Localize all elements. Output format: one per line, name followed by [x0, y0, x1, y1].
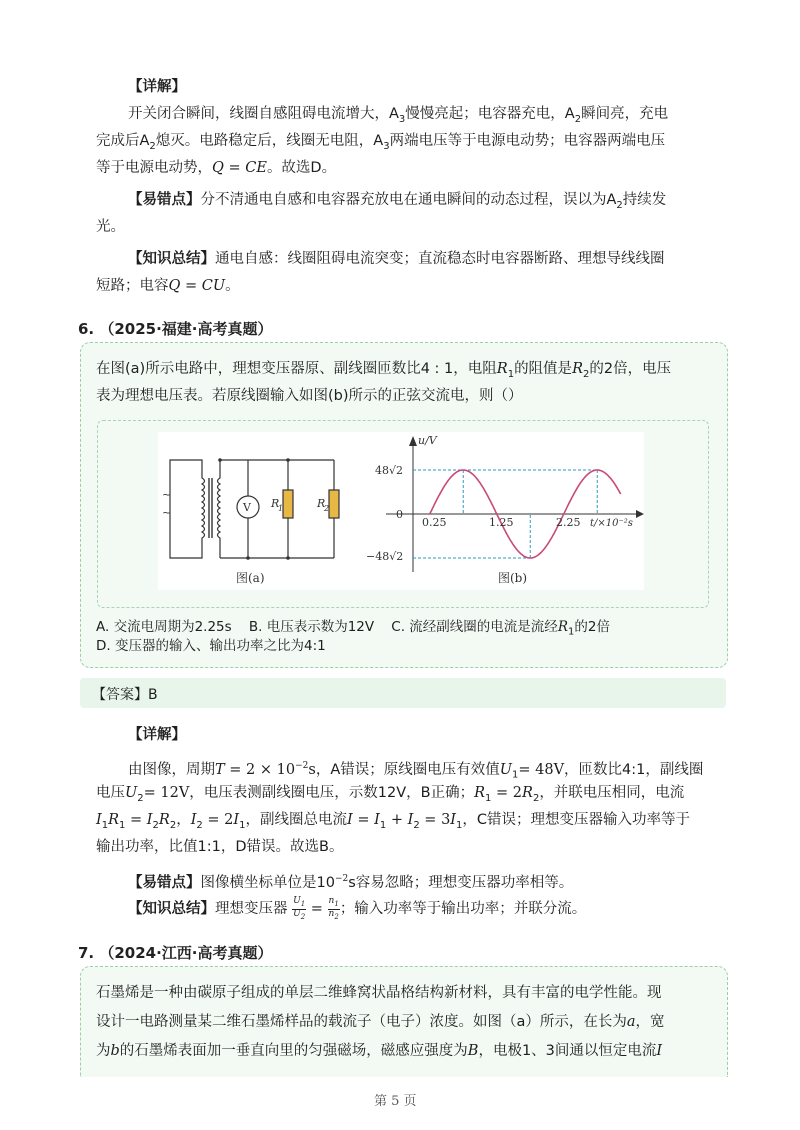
- knowledge-summary: 【知识总结】通电自感：线圈阻碍电流突变；直流稳态时电容器断路、理想导线线圈: [128, 251, 665, 267]
- figure-image: [158, 432, 644, 590]
- error-point: 【易错点】分不清通电自感和电容器充放电在通电瞬间的动态过程，误以为$A_2$持续发: [128, 192, 667, 211]
- r1-label: R: [271, 497, 280, 510]
- x-axis-arrow: [636, 510, 644, 518]
- ac-source-symbol: ~: [162, 488, 172, 501]
- ac-source-symbol-2: ~: [162, 506, 172, 519]
- fig-b-caption: 图(b): [498, 571, 528, 585]
- question-stem-line2: 表为理想电压表。若原线圈输入如图(b)所示的正弦交流电，则（）: [96, 388, 523, 404]
- node-dot: [218, 458, 222, 462]
- question-7-header: 7. （2024·江西·高考真题）: [78, 944, 273, 962]
- answer-text: 【答案】B: [92, 687, 158, 703]
- node-dot: [246, 556, 250, 560]
- q6-detail-line4: 输出功率，比值1:1，D错误。故选B。: [96, 839, 344, 855]
- q6-detail-line1: 由图像，周期$T = 2 \times 10^{-2}s$，A错误；原线圈电压有效值$U_1= 48V$，匝数比4:1，副线圈: [128, 761, 704, 781]
- question-header: 6. （2025·福建·高考真题）: [78, 320, 273, 338]
- detail-paragraph-line3: 等于电源电动势，Q = CE。故选D。: [96, 160, 337, 176]
- knowledge-summary-line2: 短路；电容Q = CU。: [96, 278, 240, 294]
- q6-error-point: 【易错点】图像横坐标单位是$10^{-2}s$容易忽略；理想变压器功率相等。: [128, 874, 574, 891]
- x-tick-0: 0.25: [422, 516, 447, 529]
- r1-sub: 1: [278, 504, 284, 513]
- q7-line2: 设计一电路测量某二维石墨烯样品的载流子（电子）浓度。如图（a）所示，在长为a，宽: [96, 1014, 665, 1030]
- q6-detail-tag: 【详解】: [128, 727, 186, 743]
- x-tick-1: 1.25: [489, 516, 514, 529]
- sine-graph: [366, 434, 644, 572]
- node-dot: [286, 556, 290, 560]
- circuit-diagram: [170, 460, 339, 558]
- voltage-ratio: $\frac{U_1}{U_2}$: [293, 895, 306, 921]
- x-axis-label: t/×10⁻²s: [590, 518, 633, 529]
- y-tick-top: 48√2: [375, 464, 404, 477]
- question-stem: 在图(a)所示电路中，理想变压器原、副线圈匝数比4 : 1，电阻$R_1$的阻值是$R_2$的2倍，电压: [96, 361, 672, 380]
- option-d[interactable]: D. 变压器的输入、输出功率之比为4:1: [96, 638, 326, 654]
- error-point-line2: 光。: [96, 219, 125, 235]
- fig-a-caption: 图(a): [236, 571, 265, 585]
- y-tick-bottom: −48√2: [366, 550, 404, 563]
- q6-detail-line3: $I_1R_1 = I_2R_2$，$I_2 = 2I_1$，副线圈总电流$I = I_1 + I_2 = 3I_1$，C错误；理想变压器输入功率等于: [96, 812, 691, 831]
- r2-sub: 2: [324, 504, 330, 513]
- y-tick-zero: 0: [396, 508, 403, 521]
- turns-ratio: $\frac{n_1}{n_2}$: [328, 895, 339, 921]
- r2-label: R: [317, 497, 326, 510]
- voltmeter-label: V: [243, 501, 251, 514]
- node-dot: [286, 458, 290, 462]
- q6-knowledge-summary: 【知识总结】理想变压器 $\frac{U_1}{U_2}$ = $\frac{n_1}{n_2}$ ；输入功率等于输出功率；并联分流。: [128, 895, 587, 921]
- q7-line1: 石墨烯是一种由碳原子组成的单层二维蜂窝状晶格结构新材料，具有丰富的电学性能。现: [96, 985, 662, 1001]
- q7-line3: 为b的石墨烯表面加一垂直向里的匀强磁场，磁感应强度为B，电极1、3间通以恒定电流I: [96, 1043, 663, 1059]
- x-tick-2: 2.25: [556, 516, 581, 529]
- page-number: 第 5 页: [374, 1094, 417, 1109]
- option-b[interactable]: B. 电压表示数为12V: [248, 619, 375, 635]
- option-c[interactable]: C. 流经副线圈的电流是流经$R_1$的2倍: [391, 619, 610, 638]
- detail-paragraph-line2: 完成后$A_2$熄灭。电路稳定后，线圈无电阻，$A_3$两端电压等于电源电动势；电容器两端电压: [96, 133, 666, 152]
- circuit-and-graph: [158, 432, 644, 590]
- option-a[interactable]: A. 交流电周期为2.25s: [96, 619, 232, 635]
- detail-tag: 【详解】: [128, 79, 186, 95]
- y-axis-label: u/V: [418, 434, 437, 447]
- answer-bar: [80, 678, 726, 708]
- q6-detail-line2: 电压$U_2= 12V$，电压表测副线圈电压，示数12V，B正确；$R_1 = 2R_2$，并联电压相同，电流: [96, 785, 685, 804]
- detail-paragraph: 开关闭合瞬间，线圈自感阻碍电流增大，$A_3$慢慢亮起；电容器充电，$A_2$瞬间亮，充电: [128, 106, 669, 125]
- y-axis-arrow: [409, 436, 417, 446]
